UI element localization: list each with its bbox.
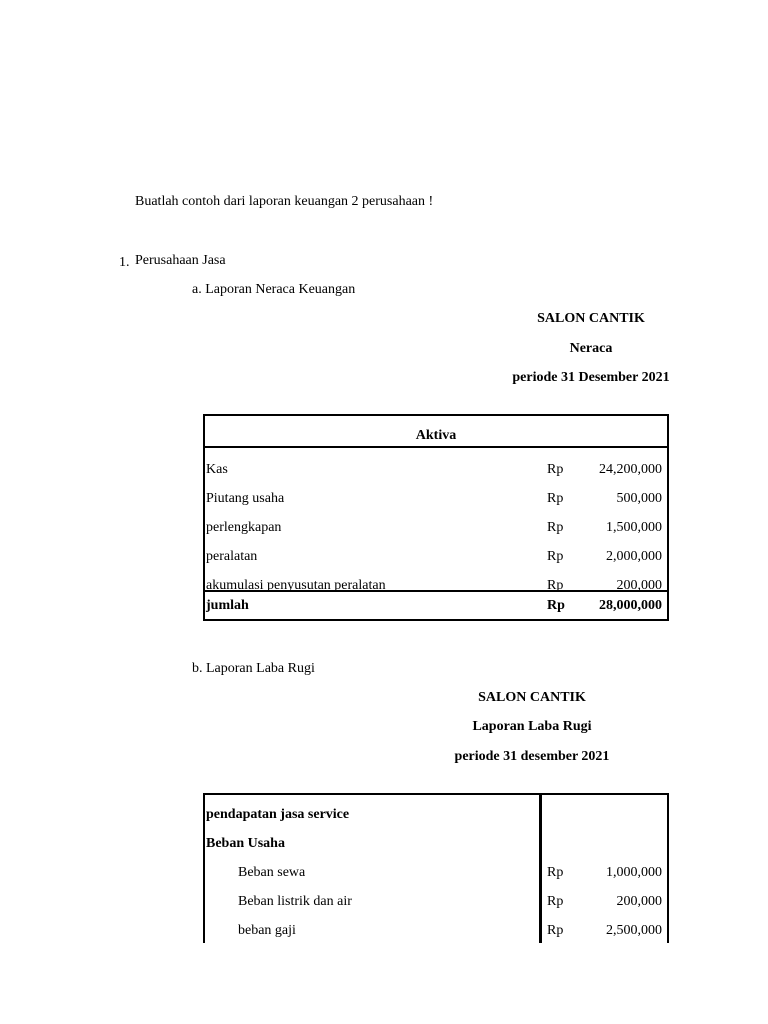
row-label: Beban listrik dan air [238, 894, 352, 909]
labarugi-table [203, 793, 669, 943]
total-currency: Rp [547, 598, 565, 613]
row-currency: Rp [547, 578, 564, 593]
labarugi-report-title: Laporan Laba Rugi [472, 719, 592, 734]
table-row [205, 917, 667, 946]
neraca-report-title: Neraca [569, 341, 613, 356]
row-label: Kas [206, 462, 228, 477]
row-currency: Rp [547, 549, 564, 564]
total-label: jumlah [206, 598, 249, 613]
table-row [205, 859, 667, 888]
table-row [205, 543, 667, 572]
aktiva-header [205, 416, 667, 448]
labarugi-company: SALON CANTIK [478, 690, 586, 705]
row-amount: 500,000 [616, 491, 662, 506]
row-label: akumulasi penyusutan peralatan [206, 578, 386, 593]
row-amount: 2,000,000 [606, 549, 662, 564]
aktiva-header-label: Aktiva [415, 428, 457, 443]
table-row [205, 801, 667, 830]
row-amount: 1,000,000 [606, 865, 662, 880]
row-amount: 200,000 [616, 578, 662, 593]
table-row [205, 514, 667, 543]
row-amount: 2,500,000 [606, 923, 662, 938]
row-currency: Rp [547, 865, 564, 880]
neraca-heading: a. Laporan Neraca Keuangan [192, 282, 356, 297]
row-currency: Rp [547, 491, 564, 506]
row-currency: Rp [547, 462, 564, 477]
table-row [205, 456, 667, 485]
row-amount: 200,000 [616, 894, 662, 909]
total-row [205, 590, 667, 621]
intro-text: Buatlah contoh dari laporan keuangan 2 perusahaan ! [135, 194, 434, 209]
revenue-label: pendapatan jasa service [206, 807, 350, 822]
row-currency: Rp [547, 894, 564, 909]
aktiva-table [203, 414, 669, 621]
row-label: Piutang usaha [206, 491, 285, 506]
row-amount: 1,500,000 [606, 520, 662, 535]
labarugi-heading: b. Laporan Laba Rugi [192, 661, 315, 676]
row-label: beban gaji [238, 923, 296, 938]
table-row [205, 888, 667, 917]
expense-group-label: Beban Usaha [206, 836, 285, 851]
total-amount: 28,000,000 [599, 598, 662, 613]
row-currency: Rp [547, 520, 564, 535]
neraca-period: periode 31 Desember 2021 [512, 370, 670, 385]
section-number: 1. [119, 255, 130, 270]
row-label: Beban sewa [238, 865, 306, 880]
row-label: perlengkapan [206, 520, 282, 535]
section-title: Perusahaan Jasa [135, 253, 226, 268]
table-row [205, 830, 667, 859]
labarugi-period: periode 31 desember 2021 [454, 749, 610, 764]
table-row [205, 485, 667, 514]
neraca-company: SALON CANTIK [537, 311, 645, 326]
row-label: peralatan [206, 549, 258, 564]
row-amount: 24,200,000 [599, 462, 662, 477]
row-currency: Rp [547, 923, 564, 938]
